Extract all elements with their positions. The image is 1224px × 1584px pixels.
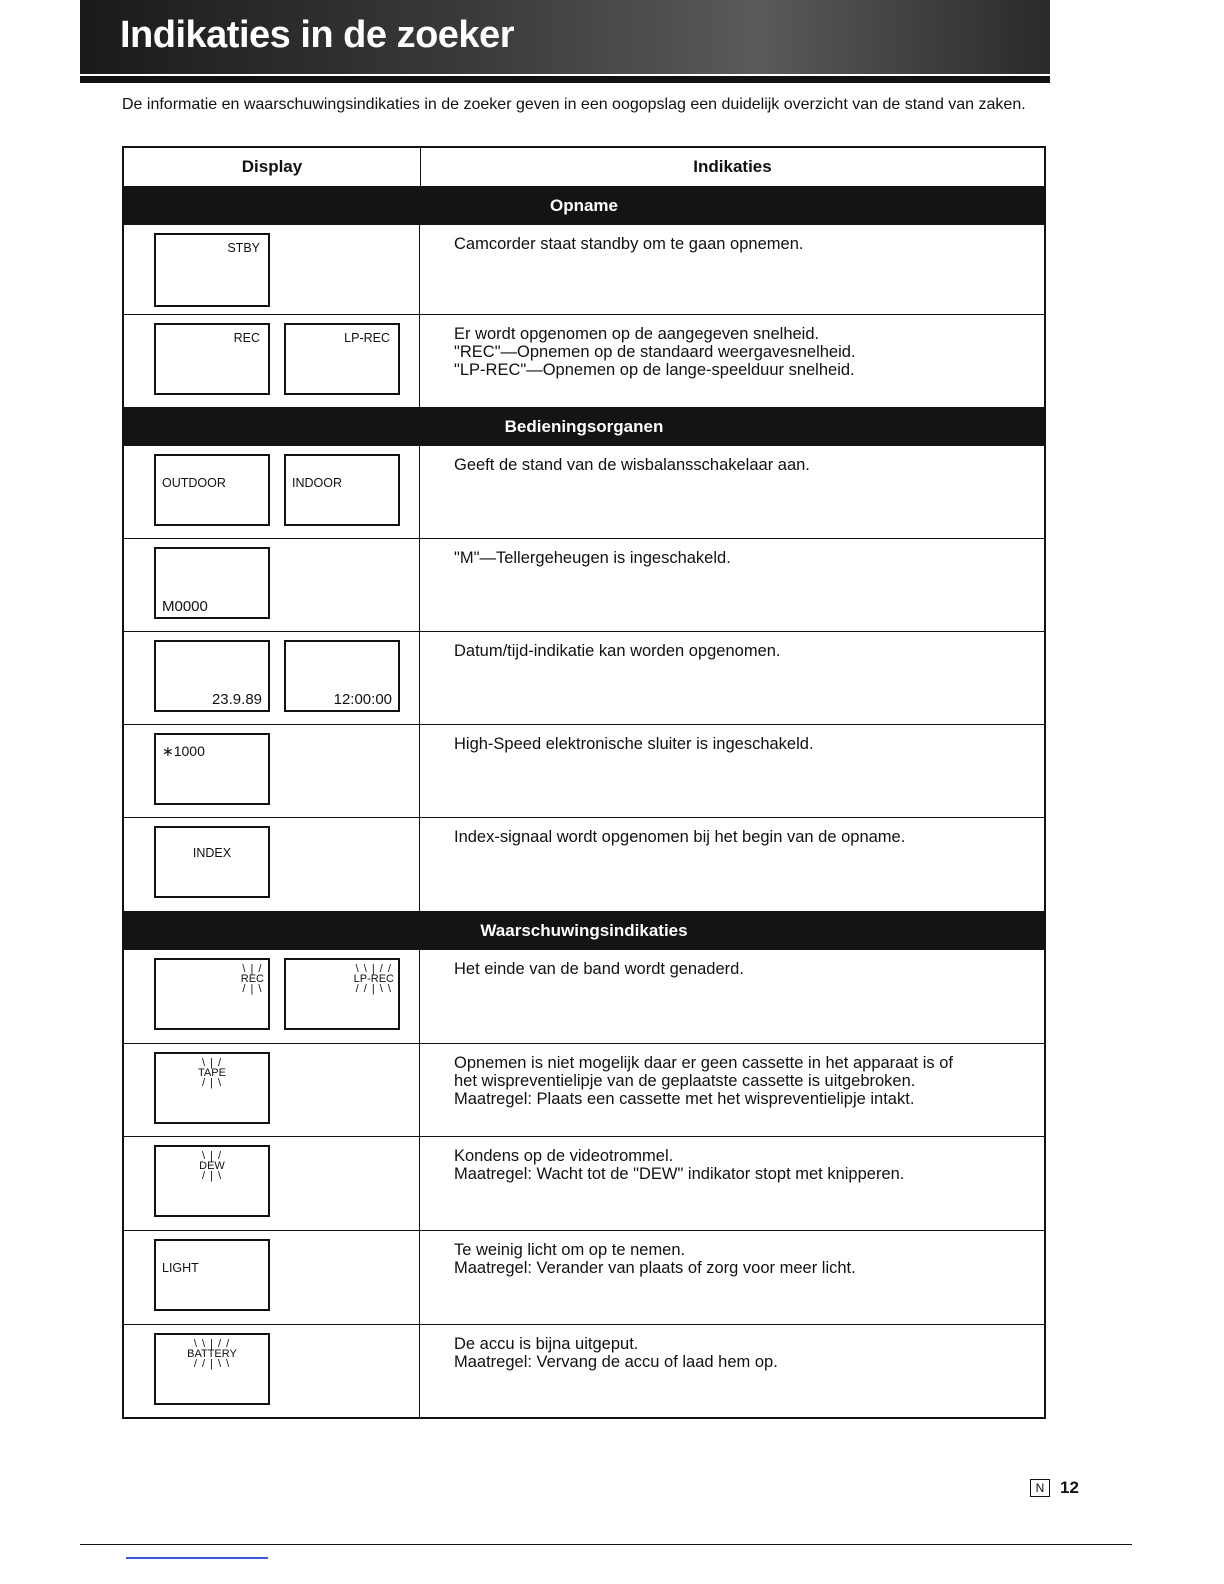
blink-rays-icon: \ | / (201, 1057, 223, 1069)
display-cell (124, 446, 420, 538)
indication-line: Index-signaal wordt opgenomen bij het begin van de opname. (454, 828, 906, 846)
indications-table (122, 146, 1046, 1419)
blink-rays-icon: \ \ | / / (355, 963, 392, 975)
viewfinder-display (154, 323, 270, 395)
page-title: Indikaties in de zoeker (120, 14, 514, 56)
viewfinder-display (154, 1145, 270, 1217)
blink-rays-icon: \ | / (242, 963, 263, 975)
table-row-white-balance (124, 446, 1044, 539)
viewfinder-label: REC (233, 331, 260, 345)
table-row-memory (124, 539, 1044, 632)
viewfinder-label: INDOOR (292, 476, 342, 490)
display-cell (124, 1325, 420, 1417)
viewfinder-label: TAPE (198, 1067, 226, 1079)
indication-line: Maatregel: Vervang de accu of laad hem op. (454, 1353, 778, 1371)
indication-line: Te weinig licht om op te nemen. (454, 1241, 686, 1259)
viewfinder-display (284, 958, 400, 1030)
table-row-rec (124, 315, 1044, 408)
table-row-index (124, 818, 1044, 912)
viewfinder-display (154, 233, 270, 307)
indication-text (420, 632, 1044, 724)
viewfinder-display (154, 1239, 270, 1311)
blink-rays-icon: / / | \ \ (193, 1358, 231, 1370)
blinking-indicator (156, 1151, 268, 1181)
viewfinder-display (284, 454, 400, 526)
blinking-indicator (156, 1058, 268, 1088)
viewfinder-display (154, 454, 270, 526)
indication-line: Maatregel: Verander van plaats of zorg voor meer licht. (454, 1259, 856, 1277)
blink-rays-icon: \ | / (201, 1150, 223, 1162)
indication-text (420, 1044, 1044, 1136)
blink-rays-icon: / | \ (242, 983, 263, 995)
indication-line: Kondens op de videotrommel. (454, 1147, 674, 1165)
indication-line: De accu is bijna uitgeput. (454, 1335, 639, 1353)
language-badge: N (1030, 1479, 1050, 1497)
indication-text (420, 446, 1044, 538)
display-cell (124, 1137, 420, 1230)
indication-text (420, 315, 1044, 407)
viewfinder-label: ∗1000 (162, 743, 205, 759)
indication-text (420, 725, 1044, 817)
table-row-battery (124, 1325, 1044, 1417)
viewfinder-display (154, 640, 270, 712)
indication-line: Camcorder staat standby om te gaan opnemen. (454, 235, 804, 253)
viewfinder-display (284, 323, 400, 395)
blinking-indicator (156, 1339, 268, 1369)
indication-line: Er wordt opgenomen op de aangegeven snelheid. (454, 325, 820, 343)
indication-line: "M"—Tellergeheugen is ingeschakeld. (454, 549, 731, 567)
viewfinder-label: INDEX (192, 846, 232, 860)
indication-line: Maatregel: Plaats een cassette met het wispreventielipje intakt. (454, 1090, 915, 1108)
viewfinder-display (284, 640, 400, 712)
section-waarschuwing: Waarschuwingsindikaties (124, 912, 1044, 950)
viewfinder-display (154, 1052, 270, 1124)
footer-rule (80, 1544, 1132, 1545)
section-opname: Opname (124, 187, 1044, 225)
viewfinder-label: OUTDOOR (162, 476, 226, 490)
table-row-tape-end (124, 950, 1044, 1044)
blink-rays-icon: / / | \ \ (355, 983, 392, 995)
indication-line: "LP-REC"—Opnemen op de lange-speelduur snelheid. (454, 361, 855, 379)
viewfinder-label: 12:00:00 (333, 691, 392, 708)
display-cell (124, 539, 420, 631)
display-cell (124, 818, 420, 911)
indication-text (420, 1231, 1044, 1324)
table-row-tape (124, 1044, 1044, 1137)
indication-text (420, 818, 1044, 911)
indication-text (420, 225, 1044, 314)
table-row-stby (124, 225, 1044, 315)
page-footer (1030, 1478, 1079, 1498)
header-indications: Indikaties (693, 157, 772, 176)
viewfinder-label: LP-REC (353, 973, 394, 985)
indication-line: het wispreventielipje van de geplaatste cassette is uitgebroken. (454, 1072, 916, 1090)
viewfinder-label: BATTERY (187, 1348, 237, 1360)
indication-line: Opnemen is niet mogelijk daar er geen cassette in het apparaat is of (454, 1054, 953, 1072)
display-cell (124, 950, 420, 1043)
blink-rays-icon: / | \ (201, 1077, 223, 1089)
viewfinder-display (154, 958, 270, 1030)
indication-line: "REC"—Opnemen op de standaard weergavesnelheid. (454, 343, 856, 361)
header-display: Display (124, 148, 421, 186)
viewfinder-label: DEW (199, 1160, 225, 1172)
intro-paragraph: De informatie en waarschuwingsindikaties in de zoeker geven in een oogopslag een duidelijk overzicht van de stand van zaken. (122, 96, 1026, 113)
indication-line: Geeft de stand van de wisbalansschakelaar aan. (454, 456, 810, 474)
viewfinder-label: 23.9.89 (211, 691, 262, 708)
viewfinder-display (154, 733, 270, 805)
table-row-shutter (124, 725, 1044, 818)
indication-text (420, 1137, 1044, 1230)
table-row-dew (124, 1137, 1044, 1231)
indication-text (420, 1325, 1044, 1417)
viewfinder-display (154, 826, 270, 898)
table-row-datetime (124, 632, 1044, 725)
viewfinder-label: REC (240, 973, 264, 985)
blinking-indicator (354, 964, 394, 994)
indication-line: Maatregel: Wacht tot de "DEW" indikator stopt met knipperen. (454, 1165, 905, 1183)
display-cell (124, 315, 420, 407)
viewfinder-label: M0000 (162, 598, 208, 615)
display-cell (124, 632, 420, 724)
viewfinder-label: LP-REC (344, 331, 390, 345)
footer-accent-line (126, 1557, 268, 1559)
table-row-light (124, 1231, 1044, 1325)
indication-line: Het einde van de band wordt genaderd. (454, 960, 744, 978)
table-header (124, 148, 1044, 187)
indication-line: High-Speed elektronische sluiter is ingeschakeld. (454, 735, 814, 753)
blink-rays-icon: \ \ | / / (193, 1338, 231, 1350)
blinking-indicator (241, 964, 264, 994)
viewfinder-display (154, 1333, 270, 1405)
indication-line: Datum/tijd-indikatie kan worden opgenomen. (454, 642, 781, 660)
viewfinder-label: STBY (227, 241, 260, 255)
title-banner (80, 0, 1050, 74)
indication-text (420, 539, 1044, 631)
blink-rays-icon: / | \ (201, 1170, 223, 1182)
viewfinder-label: LIGHT (162, 1261, 199, 1275)
display-cell (124, 1231, 420, 1324)
section-bediening: Bedieningsorganen (124, 408, 1044, 446)
indication-text (420, 950, 1044, 1043)
page-number: 12 (1060, 1478, 1079, 1497)
title-rule (80, 76, 1050, 83)
display-cell (124, 1044, 420, 1136)
viewfinder-display (154, 547, 270, 619)
display-cell (124, 725, 420, 817)
display-cell (124, 225, 420, 314)
